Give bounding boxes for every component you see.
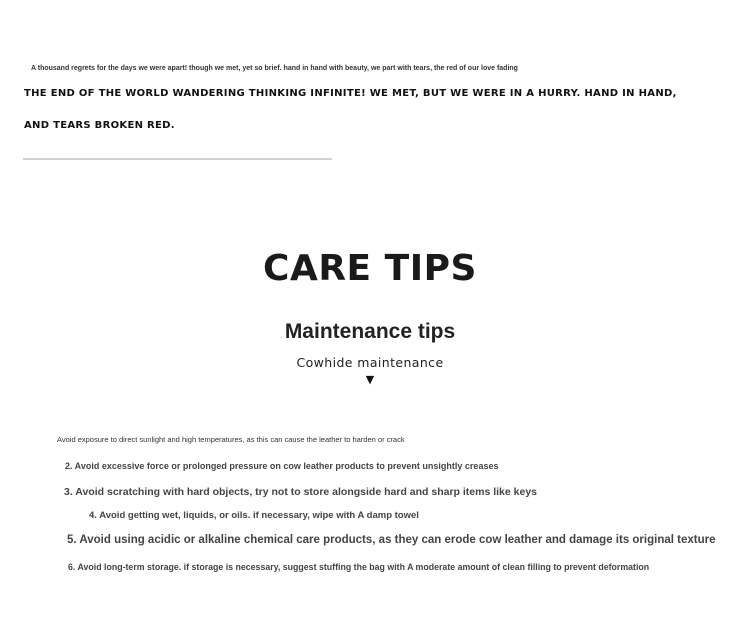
poem-caps-line-2: AND TEARS BROKEN RED. (24, 120, 175, 131)
tip-item: 6. Avoid long-term storage. if storage is necessary, suggest stuffing the bag with A moderate amount of clean filling to prevent deformation (68, 562, 650, 572)
tip-item: 5. Avoid using acidic or alkaline chemical care products, as they can erode cow leather and damage its original texture (67, 534, 716, 546)
care-tips-title: CARE TIPS (263, 248, 477, 289)
tip-item: 3. Avoid scratching with hard objects, try not to store alongside hard and sharp items like keys (64, 486, 538, 498)
maintenance-tips-subtitle: Maintenance tips (284, 320, 456, 343)
tip-item: Avoid exposure to direct sunlight and high temperatures, as this can cause the leather to harden or crack (57, 435, 405, 444)
tip-item: 2. Avoid excessive force or prolonged pressure on cow leather products to prevent unsightly creases (65, 461, 499, 471)
poem-caps-line-1: THE END OF THE WORLD WANDERING THINKING INFINITE! WE MET, BUT WE WERE IN A HURRY. HAND IN HAND, (24, 88, 677, 99)
poem-small-line: A thousand regrets for the days we were apart! though we met, yet so brief. hand in hand with beauty, we part with tears, the red of our love fading (31, 65, 518, 72)
down-arrow-icon: ▼ (365, 373, 375, 386)
divider (23, 158, 332, 160)
cowhide-maintenance-label: Cowhide maintenance (296, 355, 444, 370)
tip-item: 4. Avoid getting wet, liquids, or oils. if necessary, wipe with A damp towel (89, 510, 419, 521)
